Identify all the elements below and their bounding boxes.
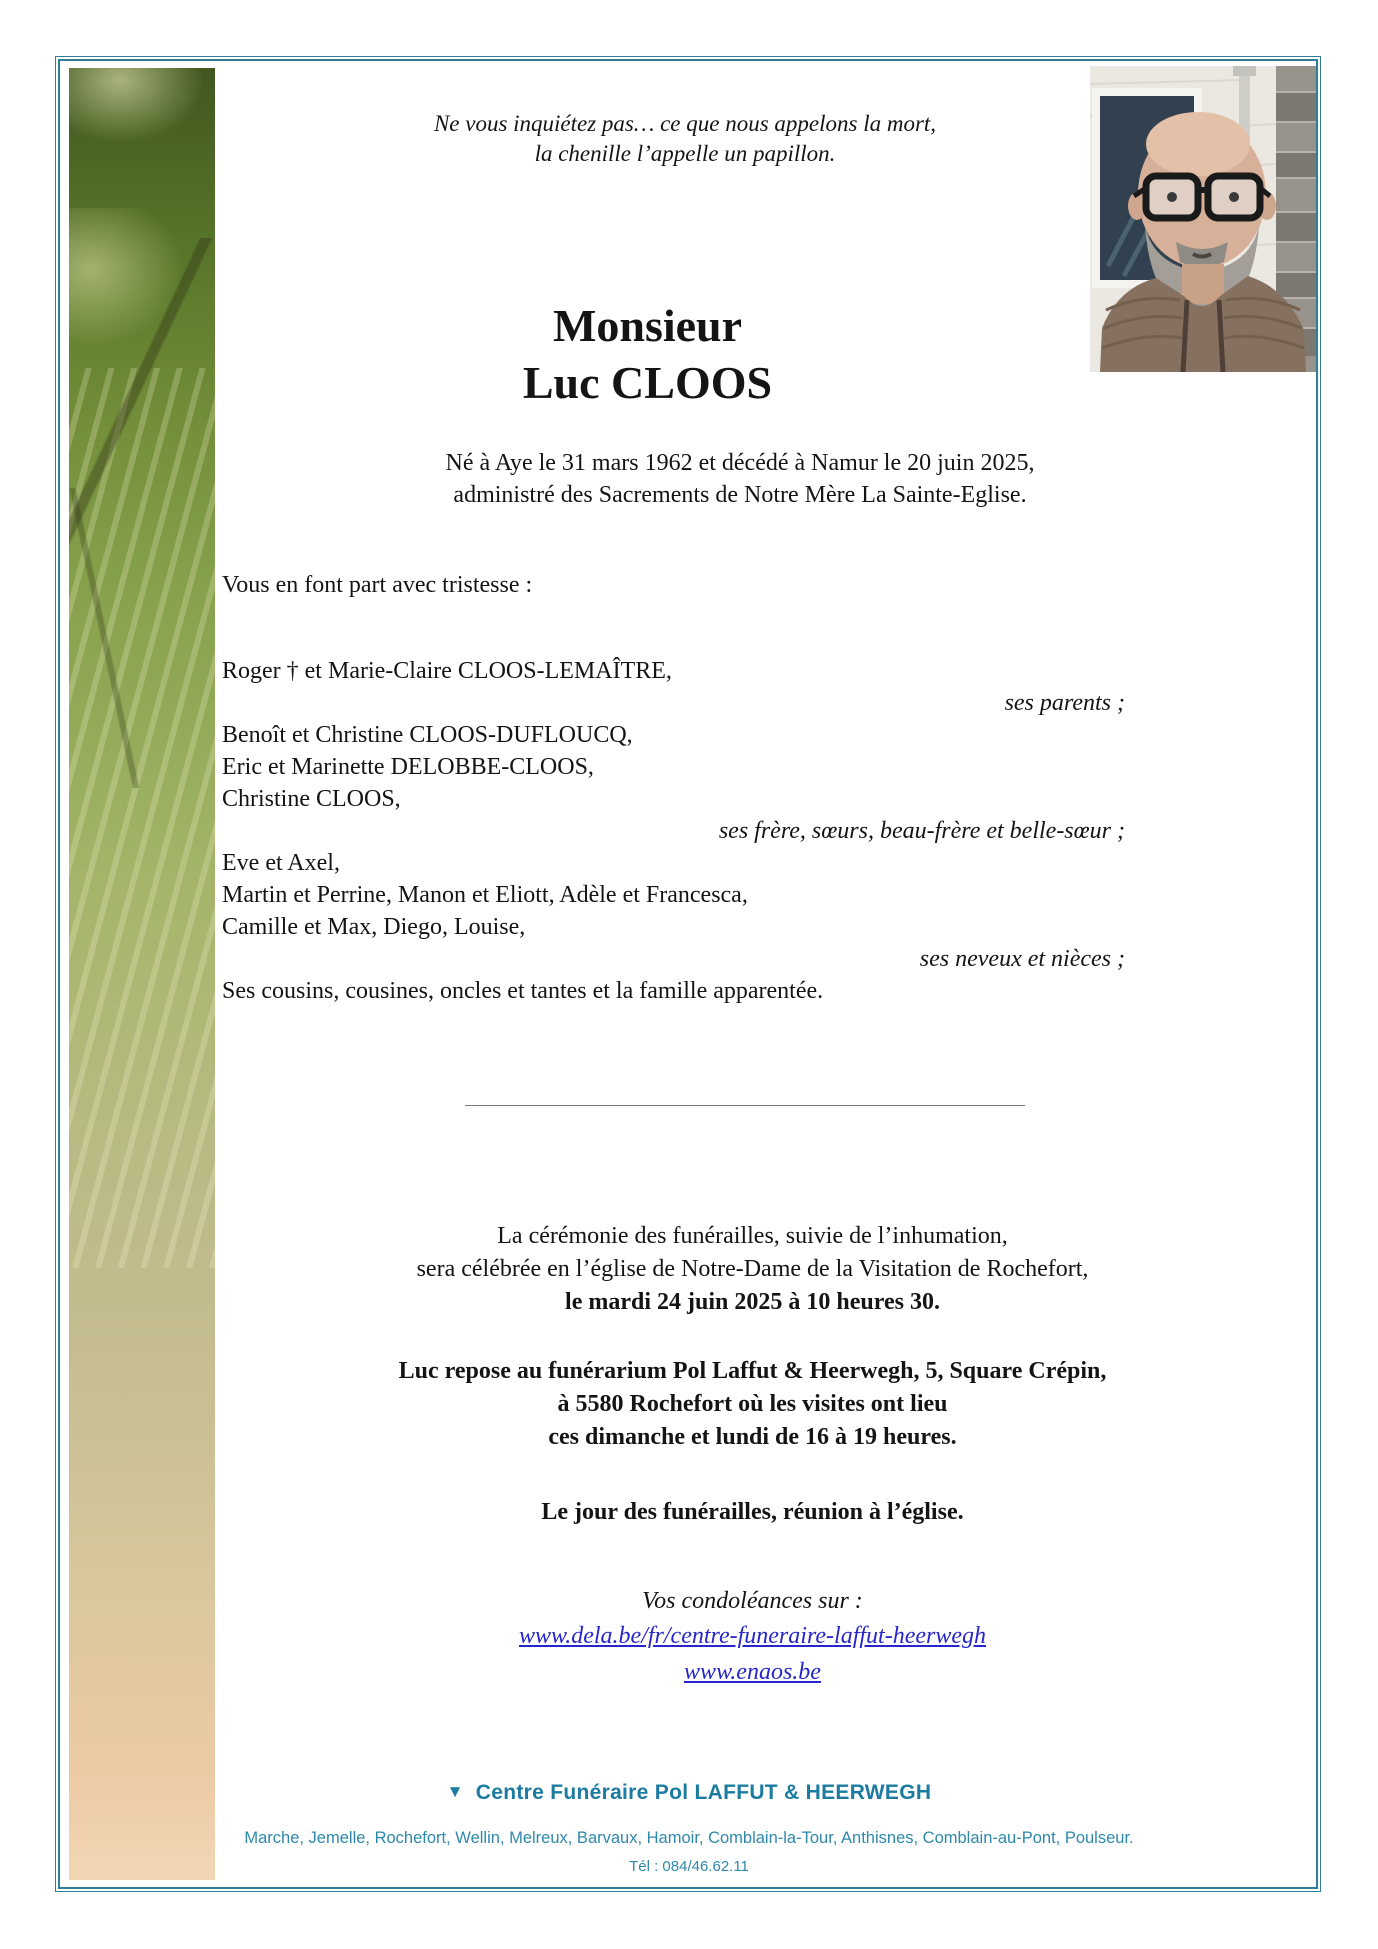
family-relation-line: ses neveux et nièces ; — [919, 946, 1125, 972]
ceremony-date-line: le mardi 24 juin 2025 à 10 heures 30. — [565, 1289, 940, 1315]
quote-line-1: Ne vous inquiétez pas… ce que nous appelons la mort, — [433, 111, 937, 136]
family-list — [215, 655, 1320, 1007]
family-relation-line: ses parents ; — [1004, 690, 1125, 716]
intro-line-2: administré des Sacrements de Notre Mère La Sainte-Eglise. — [453, 482, 1027, 508]
opening-quote — [215, 109, 1320, 169]
family-names-line: Eve et Axel, — [222, 850, 340, 876]
birth-death-statement — [215, 447, 1320, 511]
quote-line-2: la chenille l’appelle un papillon. — [534, 141, 836, 166]
repose-details — [215, 1355, 1320, 1454]
funeral-home-locations: Marche, Jemelle, Rochefort, Wellin, Melreux, Barvaux, Hamoir, Comblain-la-Tour, Anthisnes, Comblain-au-Pont, Poulseur. — [244, 1829, 1134, 1847]
funeral-meeting-note: Le jour des funérailles, réunion à l’église. — [541, 1499, 964, 1525]
intro-line-1: Né à Aye le 31 mars 1962 et décédé à Namur le 20 juin 2025, — [445, 450, 1035, 476]
funeral-home-phone: Tél : 084/46.62.11 — [629, 1858, 749, 1875]
funeral-home-name — [55, 1778, 1323, 1809]
ceremony-line-2: sera célébrée en l’église de Notre-Dame de la Visitation de Rochefort, — [416, 1256, 1089, 1282]
family-names-line: Roger † et Marie-Claire CLOOS-LEMAÎTRE, — [222, 658, 672, 684]
announcement-lead: Vous en font part avec tristesse : — [222, 572, 533, 598]
condolence-link-dela[interactable]: www.dela.be/fr/centre-funeraire-laffut-heerwegh — [518, 1623, 986, 1649]
triangle-down-icon: ▼ — [446, 1782, 464, 1801]
ceremony-details — [215, 1220, 1320, 1319]
family-names-line: Christine CLOOS, — [222, 786, 401, 812]
family-names-line: Camille et Max, Diego, Louise, — [222, 914, 526, 940]
deceased-name: Luc CLOOS — [522, 357, 773, 408]
condolence-link-enaos[interactable]: www.enaos.be — [684, 1659, 821, 1685]
family-names-line: Eric et Marinette DELOBBE-CLOOS, — [222, 754, 594, 780]
family-names-line: Martin et Perrine, Manon et Eliott, Adèle et Francesca, — [222, 882, 748, 908]
sidebar-nature-image — [69, 68, 215, 1880]
funeral-home-name-text: Centre Funéraire Pol LAFFUT & HEERWEGH — [475, 1781, 932, 1804]
section-divider — [465, 1105, 1025, 1106]
family-names-line: Benoît et Christine CLOOS-DUFLOUCQ, — [222, 722, 633, 748]
family-names-line: Ses cousins, cousines, oncles et tantes et la famille apparentée. — [222, 978, 824, 1004]
repose-line-2: à 5580 Rochefort où les visites ont lieu — [557, 1391, 948, 1417]
page-title — [215, 297, 1320, 411]
ceremony-line-1: La cérémonie des funérailles, suivie de l’inhumation, — [497, 1223, 1008, 1249]
announcement-body — [215, 57, 1320, 1690]
condolences-section — [215, 1585, 1320, 1690]
condolences-label: Vos condoléances sur : — [642, 1588, 863, 1614]
funeral-home-footer — [55, 1778, 1323, 1877]
repose-line-1: Luc repose au funérarium Pol Laffut & Heerwegh, 5, Square Crépin, — [398, 1358, 1107, 1384]
family-relation-line: ses frère, sœurs, beau-frère et belle-sœur ; — [718, 818, 1125, 844]
title-salutation: Monsieur — [552, 300, 743, 351]
repose-line-3: ces dimanche et lundi de 16 à 19 heures. — [548, 1424, 957, 1450]
